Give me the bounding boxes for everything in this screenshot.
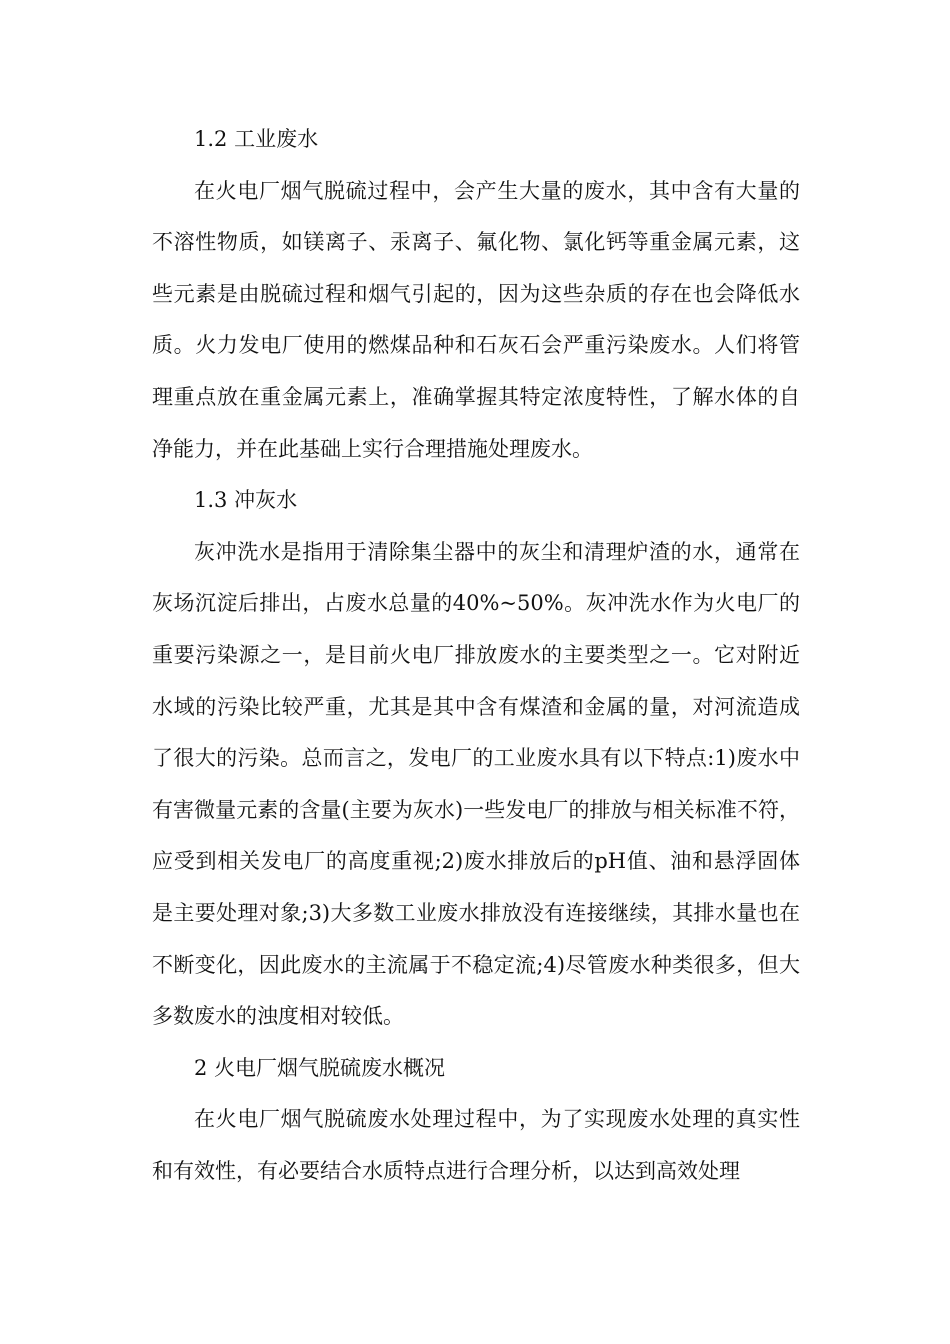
section-heading-1-2: 1.2 工业废水 xyxy=(194,127,319,151)
document-page xyxy=(152,114,800,1197)
paragraph-ash-flushing-water: 灰冲洗水是指用于清除集尘器中的灰尘和清理炉渣的水，通常在灰场沉淀后排出，占废水总量的40%~50%。灰冲洗水作为火电厂的重要污染源之一，是目前火电厂排放废水的主要类型之一。它对附近水域的污染比较严重，尤其是其中含有煤渣和金属的量，对河流造成了很大的污染。总而言之，发电厂的工业废水具有以下特点:1)废水中有害微量元素的含量(主要为灰水)一些发电厂的排放与相关标准不符，应受到相关发电厂的高度重视;2)废水排放后的pH值、油和悬浮固体是主要处理对象;3)大多数工业废水排放没有连接继续，其排水量也在不断变化，因此废水的主流属于不稳定流;4)尽管废水种类很多，但大多数废水的浊度相对较低。 xyxy=(152,539,800,1029)
paragraph-desulfurization-overview: 在火电厂烟气脱硫废水处理过程中，为了实现废水处理的真实性和有效性，有必要结合水质特点进行合理分析，以达到高效处理 xyxy=(152,1107,800,1183)
section-heading-1-3: 1.3 冲灰水 xyxy=(194,488,298,513)
paragraph-industrial-wastewater: 在火电厂烟气脱硫过程中，会产生大量的废水，其中含有大量的不溶性物质，如镁离子、汞离子、氟化物、氯化钙等重金属元素，这些元素是由脱硫过程和烟气引起的，因为这些杂质的存在也会降低水质。火力发电厂使用的燃煤品种和石灰石会严重污染废水。人们将管理重点放在重金属元素上，准确掌握其特定浓度特性，了解水体的自净能力，并在此基础上实行合理措施处理废水。 xyxy=(152,178,800,461)
section-heading-2: 2 火电厂烟气脱硫废水概况 xyxy=(194,1055,446,1080)
